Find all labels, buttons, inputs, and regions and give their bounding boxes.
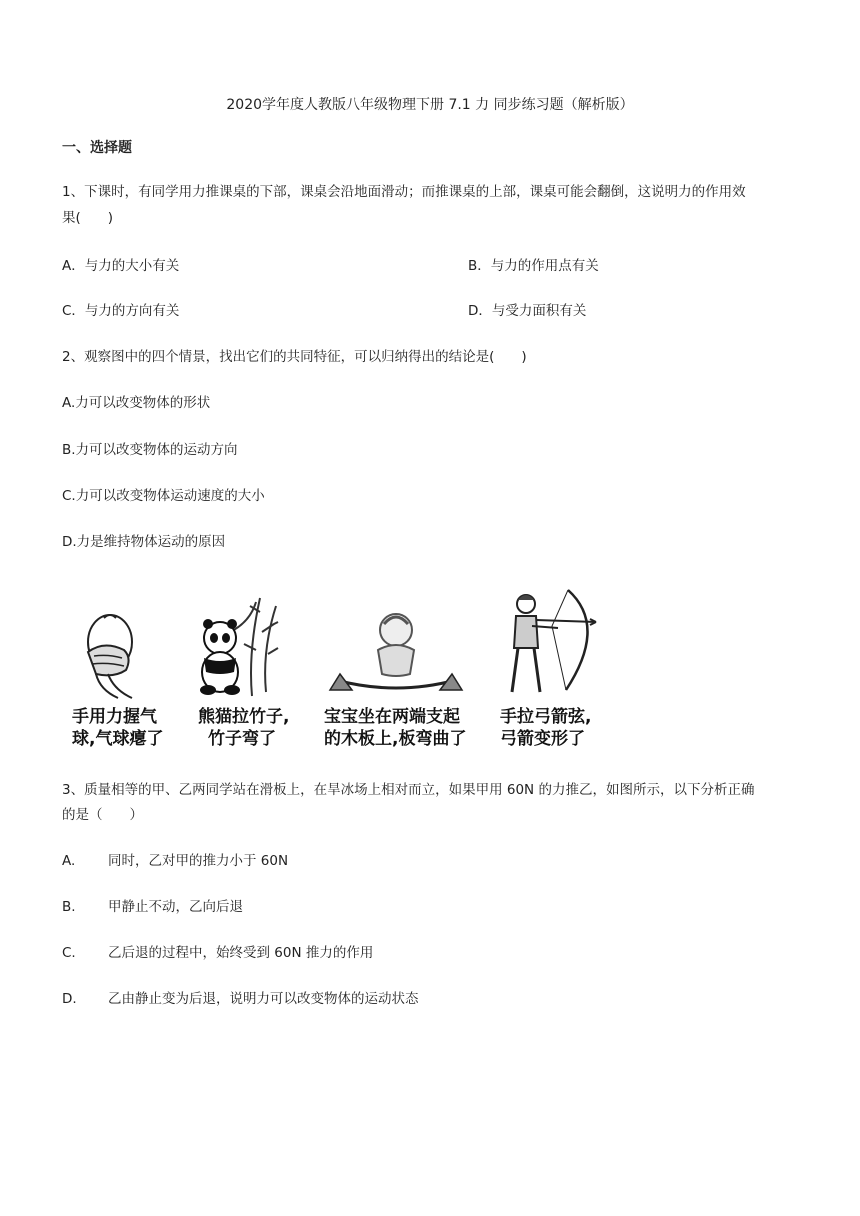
caption-balloon: [72, 706, 163, 750]
q3-stem-line1: 3、质量相等的甲、乙两同学站在滑板上，在旱冰场上相对而立，如果甲用 60N 的力推乙，如图所示，以下分析正确: [62, 782, 755, 798]
panda-pulling-bamboo-illustration: [190, 592, 282, 698]
caption-balloon-line2: 球,气球瘪了: [72, 729, 164, 749]
caption-panda-line2: 竹子弯了: [208, 729, 276, 749]
archer-bow-illustration: [496, 586, 608, 696]
q3-option-d-text: 乙由静止变为后退，说明力可以改变物体的运动状态: [108, 991, 419, 1007]
q1-option-c: C．与力的方向有关: [62, 303, 180, 319]
hand-squeezing-balloon-illustration: [74, 612, 170, 700]
q2-option-b: B.力可以改变物体的运动方向: [62, 442, 238, 458]
q1-option-a: A．与力的大小有关: [62, 258, 180, 274]
q3-option-b-label: B.: [62, 899, 76, 915]
q1-stem-line1: 1、下课时，有同学用力推课桌的下部，课桌会沿地面滑动；而推课桌的上部，课桌可能会翻倒，这说明力的作用效: [62, 184, 746, 200]
q2-option-a: A.力可以改变物体的形状: [62, 395, 211, 411]
q3-option-d-label: D.: [62, 991, 77, 1007]
document-title: 2020学年度人教版八年级物理下册 7.1 力 同步练习题（解析版）: [226, 97, 634, 113]
caption-board: [324, 706, 466, 750]
baby-on-board-illustration: [326, 604, 466, 696]
caption-panda-line1: 熊猫拉竹子,: [198, 707, 290, 727]
q3-option-c-text: 乙后退的过程中，始终受到 60N 推力的作用: [108, 945, 374, 961]
caption-balloon-line1: 手用力握气: [72, 707, 157, 727]
q3-option-b-text: 甲静止不动，乙向后退: [108, 899, 243, 915]
q3-option-c-label: C.: [62, 945, 76, 961]
q2-option-c: C.力可以改变物体运动速度的大小: [62, 488, 265, 504]
q3-stem-line2: 的是（ ）: [62, 807, 143, 823]
caption-board-line2: 的木板上,板弯曲了: [324, 729, 467, 749]
q2-stem: 2、观察图中的四个情景，找出它们的共同特征，可以归纳得出的结论是( ): [62, 349, 527, 365]
caption-board-line1: 宝宝坐在两端支起: [324, 707, 460, 727]
q1-stem-line2: 果( ): [62, 210, 114, 226]
q3-option-a-label: A.: [62, 853, 76, 869]
q1-option-d: D．与受力面积有关: [468, 303, 587, 319]
q1-option-b: B．与力的作用点有关: [468, 258, 599, 274]
caption-bow-line1: 手拉弓箭弦,: [500, 707, 592, 727]
caption-panda: [198, 706, 289, 750]
caption-bow: [500, 706, 591, 750]
section-heading: 一、选择题: [62, 140, 132, 156]
q2-option-d: D.力是维持物体运动的原因: [62, 534, 226, 550]
caption-bow-line2: 弓箭变形了: [500, 729, 585, 749]
q3-option-a-text: 同时，乙对甲的推力小于 60N: [108, 853, 289, 869]
